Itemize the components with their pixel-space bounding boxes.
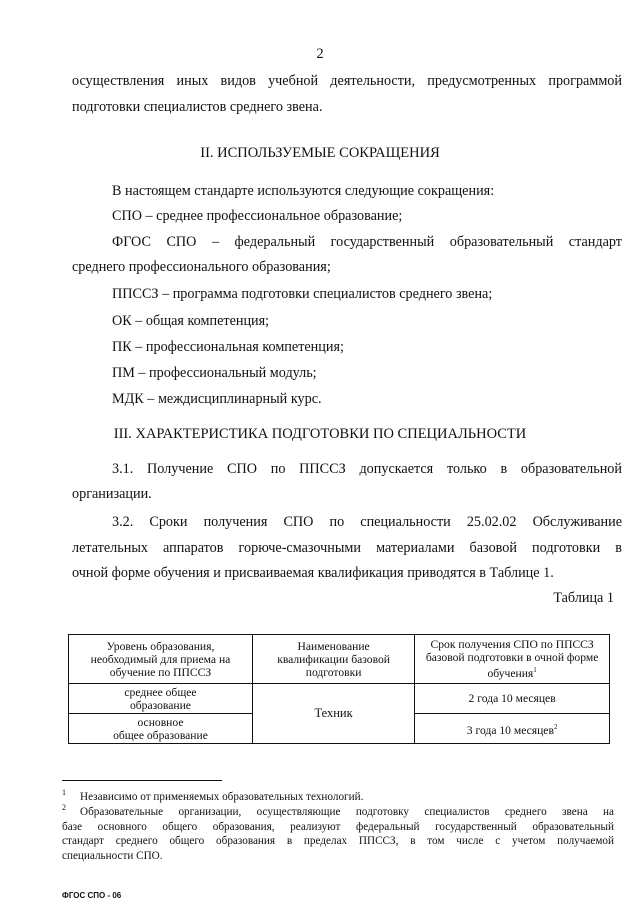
duration-cell: 2 года 10 месяцев — [415, 684, 610, 714]
footnote-1 — [62, 790, 614, 805]
paragraph-3-1-line-1: 3.1. Получение СПО по ППССЗ допускается только в образовательной — [112, 461, 622, 477]
footnote-2-line-2: базе основного общего образования, реализуют федеральный государственный образовательный — [62, 820, 614, 833]
footnote-2-line-1: Образовательные организации, осуществляющие подготовку специалистов среднего звена на — [80, 806, 614, 818]
abbr-pk: ПК – профессиональная компетенция; — [112, 339, 344, 355]
intro-line-2: подготовки специалистов среднего звена. — [72, 99, 323, 115]
page-number: 2 — [316, 46, 324, 62]
footnote-ref-1: 1 — [533, 666, 537, 675]
abbr-ok: ОК – общая компетенция; — [112, 313, 270, 329]
abbr-spo: СПО – среднее профессиональное образование; — [112, 208, 403, 224]
footnote-ref-2: 2 — [553, 722, 558, 731]
document-footer: ФГОС СПО - 06 — [62, 891, 122, 900]
abbr-fgos-line-1: ФГОС СПО – федеральный государственный образовательный стандарт — [112, 234, 622, 250]
qualification-cell: Техник — [252, 684, 414, 744]
duration-cell: 3 года 10 месяцев$^2$ — [415, 714, 610, 744]
header-duration: Срок получения СПО по ППССЗ базовой подготовки в очной форме обучения$^1$ — [415, 635, 610, 684]
section-2-heading: II. ИСПОЛЬЗУЕМЫЕ СОКРАЩЕНИЯ — [200, 145, 440, 161]
header-education-level: Уровень образования, необходимый для приема на обучение по ППССЗ — [69, 635, 253, 684]
level-cell: основное общее образование — [69, 714, 253, 744]
header-qualification: Наименование квалификации базовой подготовки — [252, 635, 414, 684]
abbr-mdk: МДК – междисциплинарный курс. — [112, 391, 322, 407]
footnote-separator — [62, 780, 222, 781]
paragraph-3-2-line-1: 3.2. Сроки получения СПО по специальности 25.02.02 Обслуживание — [112, 514, 622, 530]
qualification-table — [68, 634, 610, 744]
table-caption: Таблица 1 — [553, 590, 614, 606]
paragraph-3-1-line-2: организации. — [72, 486, 152, 502]
table-header-row — [69, 635, 610, 684]
footnote-1-mark: 1 — [62, 788, 66, 797]
abbreviations-lead: В настоящем стандарте используются следующие сокращения: — [112, 183, 495, 199]
level-cell: среднее общее образование — [69, 684, 253, 714]
intro-line-1: осуществления иных видов учебной деятельности, предусмотренных программой — [72, 73, 622, 89]
paragraph-3-2-line-2: летательных аппаратов горюче-смазочными материалами базовой подготовки в — [72, 540, 622, 556]
abbr-fgos-line-2: среднего профессионального образования; — [72, 259, 331, 275]
table-row — [69, 684, 610, 714]
section-3-heading: III. ХАРАКТЕРИСТИКА ПОДГОТОВКИ ПО СПЕЦИАЛЬНОСТИ — [113, 426, 527, 442]
abbr-ppssz: ППССЗ – программа подготовки специалистов среднего звена; — [112, 286, 493, 302]
footnote-1-text: Независимо от применяемых образовательных технологий. — [80, 791, 364, 803]
footnote-2-line-4: специальности СПО. — [62, 849, 163, 862]
abbr-pm: ПМ – профессиональный модуль; — [112, 365, 317, 381]
footnote-2 — [62, 805, 614, 863]
paragraph-3-2-line-3: очной форме обучения и присваиваемая квалификация приводятся в Таблице 1. — [72, 565, 554, 581]
footnote-2-line-3: стандарт среднего общего образования в пределах ППССЗ, в том числе с учетом получаемой — [62, 835, 614, 847]
footnote-2-mark: 2 — [62, 803, 66, 812]
